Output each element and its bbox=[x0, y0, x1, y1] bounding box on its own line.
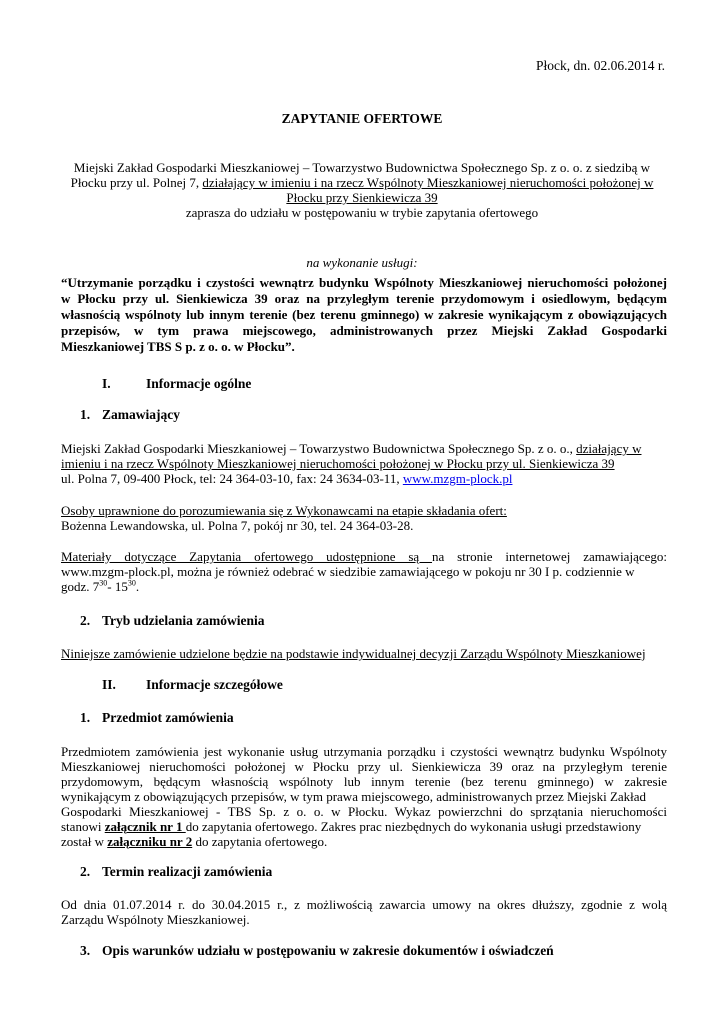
section-title: Informacje ogólne bbox=[146, 376, 252, 391]
service-title-line: w Płocku przy ul. Sienkiewicza 39 oraz na przyległym terenie przydomowym i osiedlowym, będącym bbox=[61, 291, 667, 306]
service-label: na wykonanie usługi: bbox=[306, 255, 418, 270]
hours-start-sup: 30 bbox=[99, 578, 108, 588]
przedmiot-line-7 bbox=[61, 834, 667, 849]
przedmiot-line: Przedmiotem zamówienia jest wykonanie usług utrzymania porządku i czystości wewnątrz budynku Wspólnoty bbox=[61, 744, 667, 759]
materials-text: na stronie internetowej zamawiającego: bbox=[432, 549, 667, 564]
subsection-heading-zamawiajacy bbox=[80, 407, 180, 422]
subsection-heading-termin bbox=[80, 864, 272, 879]
zamawiajacy-line-1 bbox=[61, 441, 667, 456]
przedmiot-line: przydomowym, będącym własnością wspólnoty lub innym terenie (bez terenu gminnego) w zakresie bbox=[61, 774, 667, 789]
hours-prefix: godz. 7 bbox=[61, 579, 100, 594]
termin-line-2: Zarządu Wspólnoty Mieszkaniowej. bbox=[61, 912, 250, 927]
service-title-line: własnością wspólnoty lub innym terenie (bez terenu gminnego) w zakresie wynikającym z obowiązujących bbox=[61, 307, 667, 322]
subsection-heading-opis bbox=[80, 943, 554, 958]
przedmiot-line: Mieszkaniowej nieruchomości położonej w Płocku przy ul. Sienkiewicza 39 oraz na przyległym terenie bbox=[61, 759, 667, 774]
contact-heading: Osoby uprawnione do porozumiewania się z Wykonawcami na etapie składania ofert: bbox=[61, 503, 507, 518]
intro-line-2-underlined: działający w imieniu i na rzecz Wspólnoty Mieszkaniowej nieruchomości położonej w bbox=[202, 175, 654, 190]
subsection-number: 2. bbox=[80, 613, 91, 628]
subsection-number: 2. bbox=[80, 864, 91, 879]
tryb-block bbox=[61, 646, 667, 661]
intro-line-2 bbox=[50, 175, 674, 190]
zamawiajacy-line-2: imieniu i na rzecz Wspólnoty Mieszkaniowej nieruchomości położonej w Płocku przy ul. Sienkiewicza 39 bbox=[61, 456, 615, 471]
termin-line-1: Od dnia 01.07.2014 r. do 30.04.2015 r., z możliwością zawarcia umowy na okres dłuższy, zgodnie z wolą bbox=[61, 897, 667, 912]
hours-end-sup: 30 bbox=[127, 578, 136, 588]
intro-line-4: zaprasza do udziału w postępowaniu w trybie zapytania ofertowego bbox=[185, 205, 539, 220]
section-heading-2 bbox=[102, 677, 283, 692]
subsection-title: Zamawiający bbox=[102, 407, 180, 422]
contact-block bbox=[61, 503, 667, 533]
date-line: Płock, dn. 02.06.2014 r. bbox=[535, 58, 665, 73]
subsection-title: Termin realizacji zamówienia bbox=[102, 864, 273, 879]
zamawiajacy-block bbox=[61, 441, 667, 486]
materials-block bbox=[61, 549, 667, 594]
subsection-title: Opis warunków udziału w postępowaniu w zakresie dokumentów i oświadczeń bbox=[102, 943, 554, 958]
attachment-2-ref: załączniku nr 2 bbox=[107, 834, 193, 849]
subsection-heading-tryb bbox=[80, 613, 265, 628]
przedmiot-line-6 bbox=[61, 819, 667, 834]
section-heading-1 bbox=[102, 376, 251, 391]
service-title-line: “Utrzymanie porządku i czystości wewnątrz budynku Wspólnoty Mieszkaniowej nieruchomości położonej bbox=[61, 275, 667, 290]
section-title: Informacje szczegółowe bbox=[146, 677, 283, 692]
service-title-line: przepisów, w tym prawa miejscowego, administrowanych przez Miejski Zakład Gospodarki bbox=[61, 323, 667, 338]
hours-mid: - 15 bbox=[107, 579, 128, 594]
przedmiot-line: wynikającym z obowiązujących przepisów, w tym prawa miejscowego, administrowanych przez Miejski Zakład bbox=[61, 789, 647, 804]
materials-line-1 bbox=[61, 549, 667, 564]
przedmiot-text: został w bbox=[61, 834, 108, 849]
zamawiajacy-line-3 bbox=[61, 471, 667, 486]
przedmiot-text: do zapytania ofertowego. Zakres prac niezbędnych do wykonania usługi przedstawiony bbox=[185, 819, 642, 834]
subsection-heading-przedmiot bbox=[80, 710, 234, 725]
hours-suffix: . bbox=[135, 579, 140, 594]
materials-line-3 bbox=[61, 579, 667, 594]
termin-block bbox=[61, 897, 667, 927]
intro-line-1: Miejski Zakład Gospodarki Mieszkaniowej – Towarzystwo Budownictwa Społecznego Sp. z o. o. z siedzibą w bbox=[73, 160, 651, 175]
materials-underlined: Materiały dotyczące Zapytania ofertowego udostępnione są bbox=[61, 549, 433, 564]
subsection-number: 1. bbox=[80, 407, 91, 422]
przedmiot-line: Gospodarki Mieszkaniowej - TBS Sp. z o. o. w Płocku. Wykaz powierzchni do sprzątania nieruchomości bbox=[61, 804, 667, 819]
service-title-line: Mieszkaniowej TBS S p. z o. o. w Płocku”. bbox=[61, 339, 295, 354]
section-number: II. bbox=[102, 677, 116, 692]
document-title: ZAPYTANIE OFERTOWE bbox=[281, 111, 443, 126]
address-text: ul. Polna 7, 09-400 Płock, tel: 24 364-03-10, fax: 24 3634-03-11, bbox=[61, 471, 403, 486]
intro-block bbox=[50, 160, 674, 220]
intro-line-2-text: Płocku przy ul. Polnej 7, bbox=[70, 175, 203, 190]
materials-line-2: www.mzgm-plock.pl, można je również odebrać w siedzibie zamawiającego w pokoju nr 30 I p. codziennie w bbox=[61, 564, 635, 579]
zamawiajacy-text: Miejski Zakład Gospodarki Mieszkaniowej – Towarzystwo Budownictwa Społecznego Sp. z o. o., bbox=[61, 441, 577, 456]
przedmiot-block bbox=[61, 744, 667, 849]
przedmiot-text: stanowi bbox=[61, 819, 105, 834]
subsection-title: Tryb udzielania zamówienia bbox=[102, 613, 265, 628]
contact-line: Bożenna Lewandowska, ul. Polna 7, pokój nr 30, tel. 24 364-03-28. bbox=[61, 518, 414, 533]
section-number: I. bbox=[102, 376, 111, 391]
zamawiajacy-underlined: działający w bbox=[576, 441, 642, 456]
website-link[interactable]: www.mzgm-plock.pl bbox=[402, 471, 513, 486]
service-title bbox=[61, 275, 667, 355]
tryb-text: Niniejsze zamówienie udzielone będzie na podstawie indywidualnej decyzji Zarządu Wspólnoty Mieszkaniowej bbox=[61, 646, 646, 661]
subsection-title: Przedmiot zamówienia bbox=[102, 710, 234, 725]
przedmiot-text: do zapytania ofertowego. bbox=[192, 834, 328, 849]
subsection-number: 1. bbox=[80, 710, 91, 725]
intro-line-3: Płocku przy Sienkiewicza 39 bbox=[286, 190, 438, 205]
subsection-number: 3. bbox=[80, 943, 91, 958]
attachment-1-ref: załącznik nr 1 bbox=[104, 819, 186, 834]
